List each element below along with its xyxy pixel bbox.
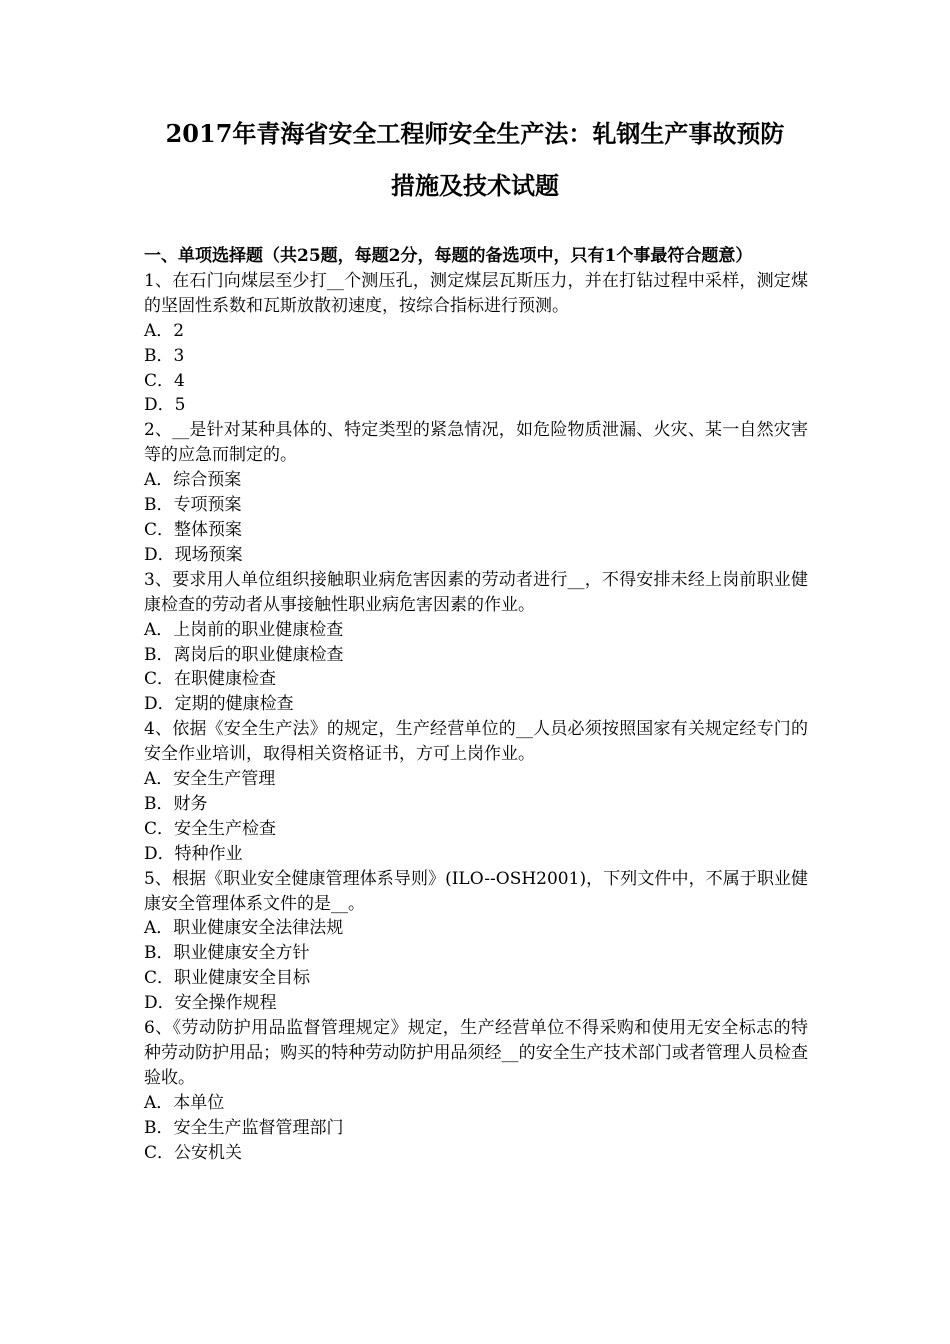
option-c: C．4	[144, 370, 185, 391]
question-4	[144, 717, 808, 866]
question-1	[144, 269, 808, 418]
option-b: B．离岗后的职业健康检查	[144, 644, 344, 665]
document-title-line-2: 措施及技术试题	[391, 171, 559, 200]
option-b: B．专项预案	[144, 495, 242, 516]
option-a: A．本单位	[144, 1092, 225, 1113]
question-stem: 1、在石门向煤层至少打__个测压孔，测定煤层瓦斯压力，并在打钻过程中采样，测定煤的坚固性系数和瓦斯放散初速度，按综合指标进行预测。	[144, 270, 808, 316]
section-heading: 一、单项选择题（共25题，每题2分，每题的备选项中，只有1个事最符合题意）	[144, 246, 753, 266]
question-3	[144, 568, 808, 717]
option-b: B．职业健康安全方针	[144, 943, 310, 964]
option-c: C．在职健康检查	[144, 669, 277, 690]
document-title-line-1: 2017年青海省安全工程师安全生产法：轧钢生产事故预防	[165, 119, 785, 148]
option-d: D．5	[144, 395, 186, 416]
option-c: C．整体预案	[144, 519, 243, 540]
option-d: D．现场预案	[144, 544, 243, 565]
option-d: D．安全操作规程	[144, 993, 277, 1014]
question-stem: 2、__是针对某种具体的、特定类型的紧急情况，如危险物质泄漏、火灾、某一自然灾害等的应急而制定的。	[144, 420, 808, 466]
question-2	[144, 418, 808, 567]
option-c: C．安全生产检查	[144, 818, 277, 839]
question-stem: 5、根据《职业安全健康管理体系导则》(ILO--OSH2001)，下列文件中，不属于职业健康安全管理体系文件的是__。	[144, 868, 808, 914]
option-d: D．定期的健康检查	[144, 694, 294, 715]
option-a: A．综合预案	[144, 470, 242, 491]
option-c: C．公安机关	[144, 1142, 243, 1163]
question-stem: 6、《劳动防护用品监督管理规定》规定，生产经营单位不得采购和使用无安全标志的特种劳动防护用品；购买的特种劳动防护用品须经__的安全生产技术部门或者管理人员检查验收。	[144, 1018, 808, 1088]
option-b: B．财务	[144, 793, 208, 814]
option-a: A．2	[144, 320, 185, 341]
question-6	[144, 1016, 808, 1165]
option-b: B．3	[144, 345, 185, 366]
document-body	[144, 244, 808, 1166]
question-stem: 4、依据《安全生产法》的规定，生产经营单位的__人员必须按照国家有关规定经专门的安全作业培训，取得相关资格证书，方可上岗作业。	[144, 719, 808, 765]
option-b: B．安全生产监督管理部门	[144, 1117, 344, 1138]
option-c: C．职业健康安全目标	[144, 968, 311, 989]
question-stem: 3、要求用人单位组织接触职业病危害因素的劳动者进行__，不得安排未经上岗前职业健康检查的劳动者从事接触性职业病危害因素的作业。	[144, 569, 808, 615]
question-5	[144, 867, 808, 1016]
option-a: A．职业健康安全法律法规	[144, 918, 344, 939]
option-a: A．上岗前的职业健康检查	[144, 619, 344, 640]
option-a: A．安全生产管理	[144, 769, 276, 790]
option-d: D．特种作业	[144, 843, 243, 864]
